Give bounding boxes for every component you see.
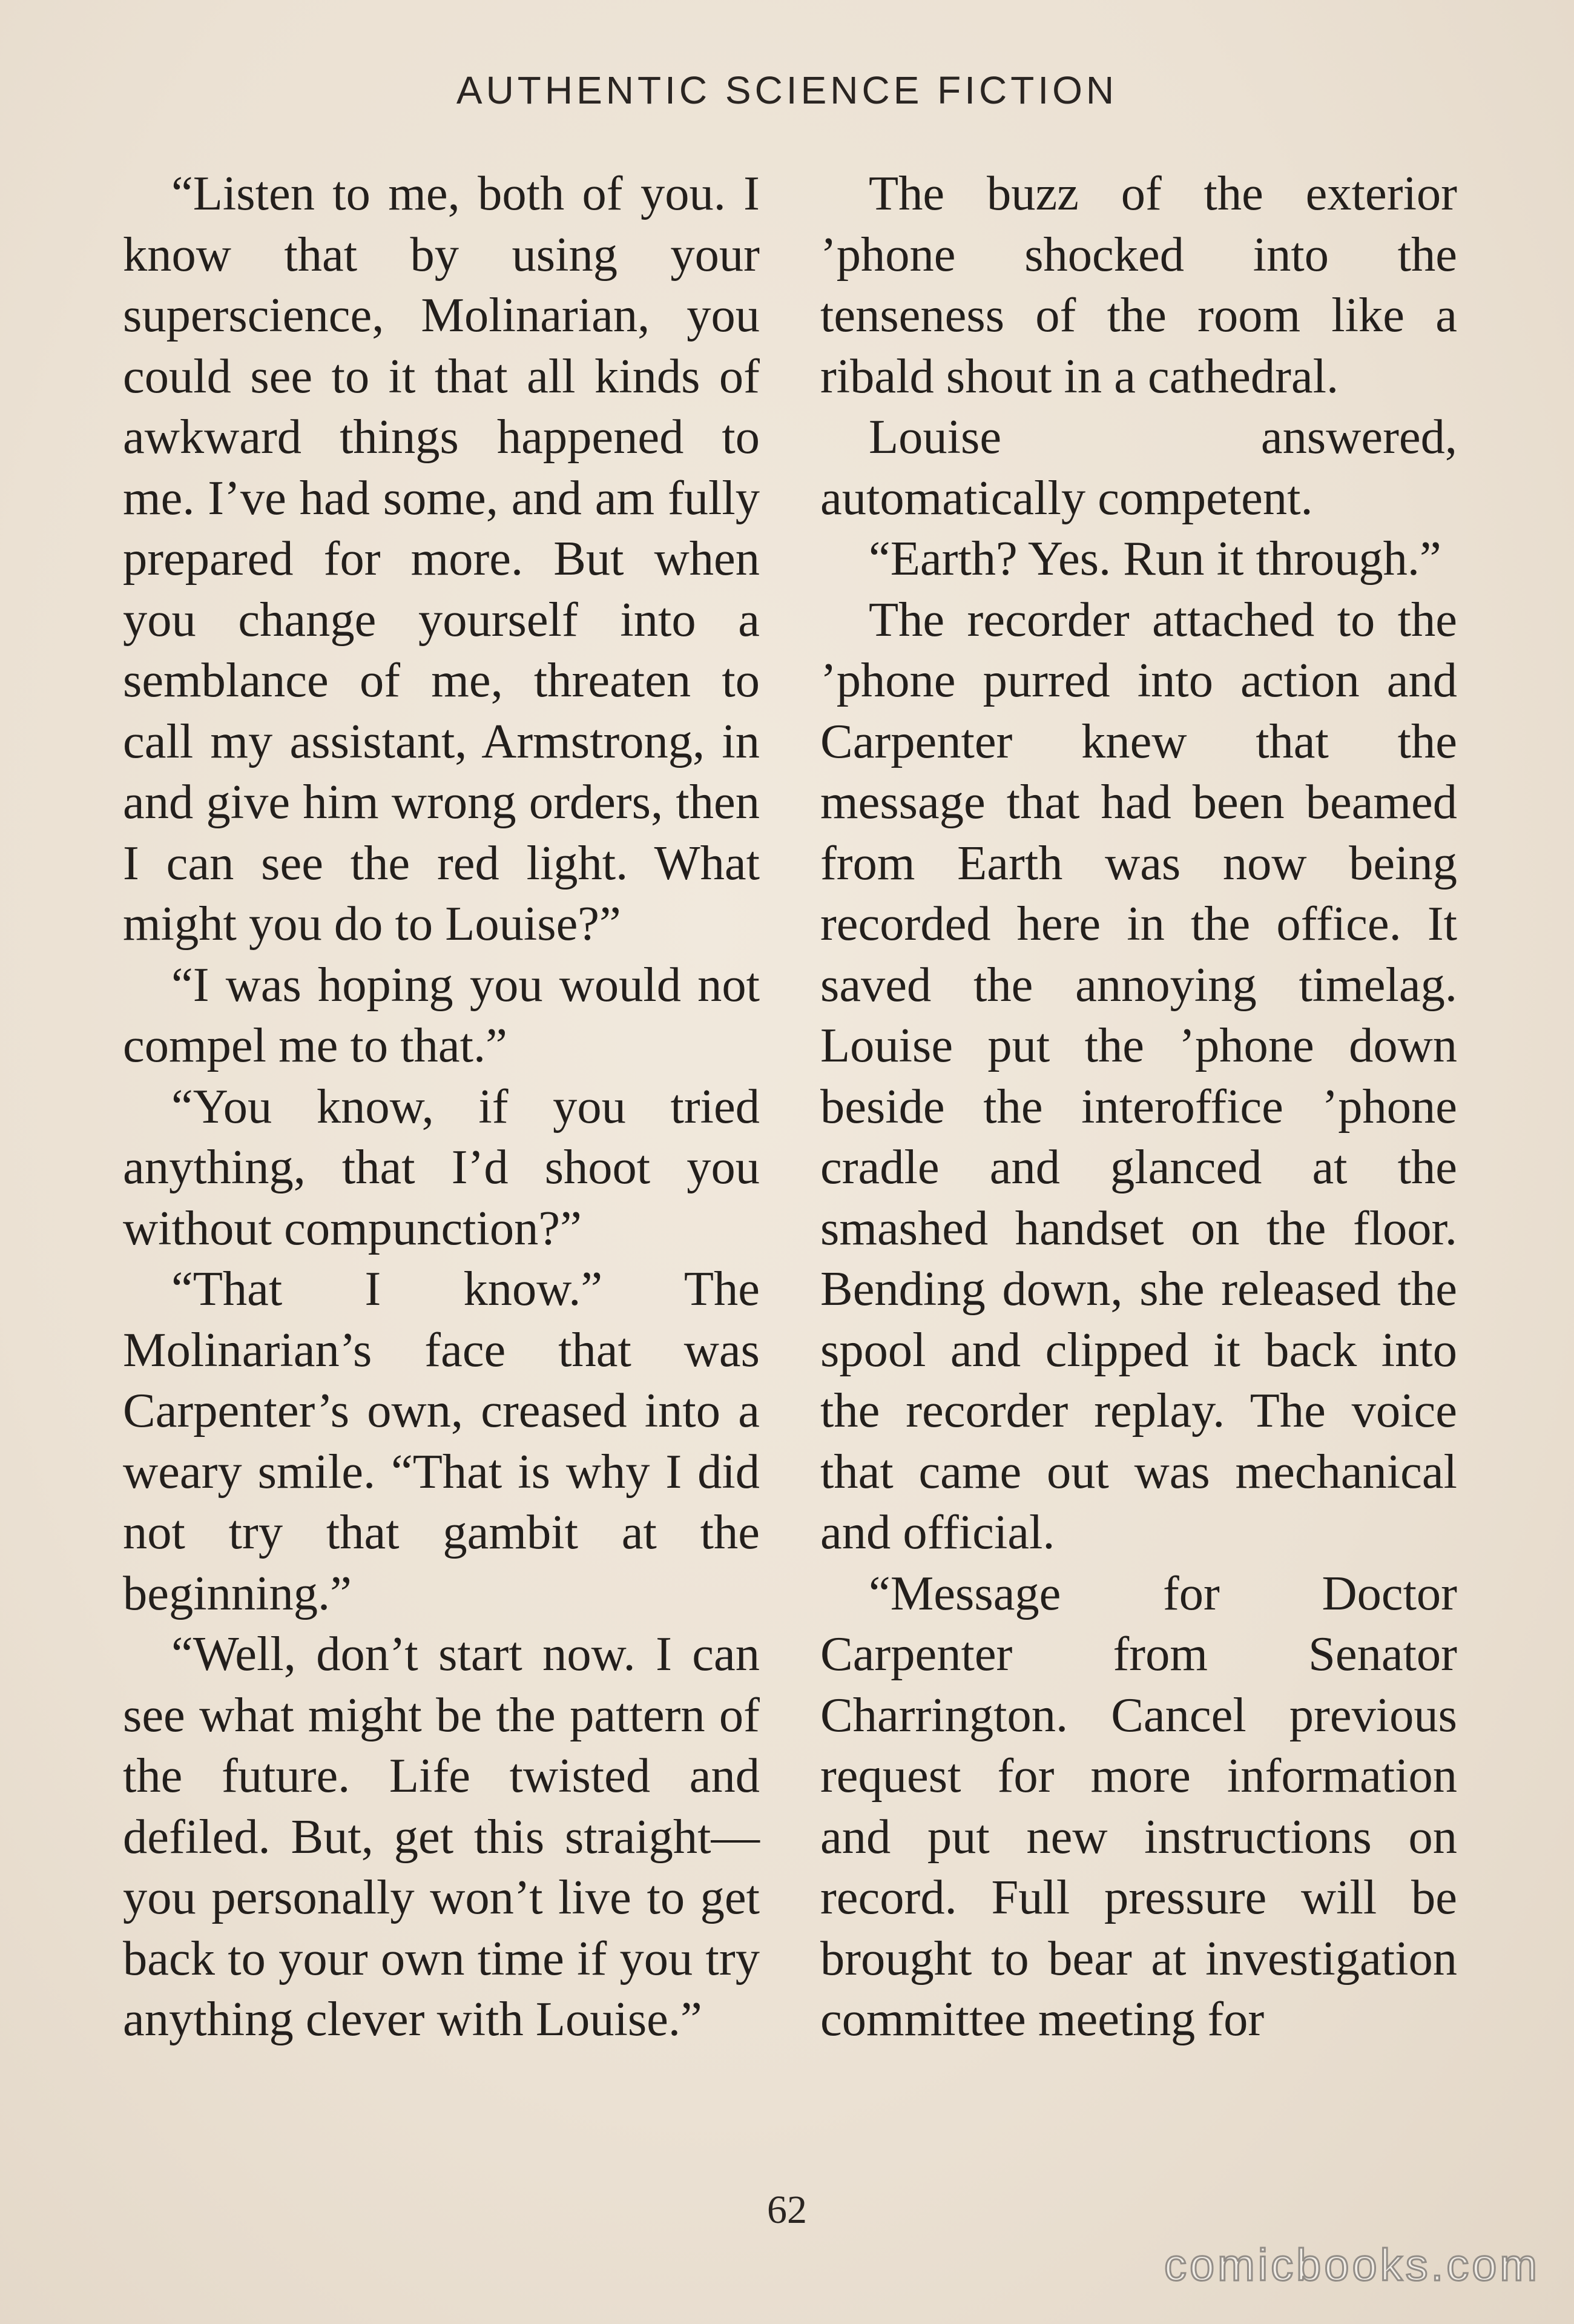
right-column [820, 163, 1457, 2050]
paragraph: The buzz of the exterior ’phone shocked into the tenseness of the room like a ribald shout in a cathedral. [820, 167, 1457, 403]
paragraph: The recorder attached to the ’phone purred into action and Carpenter knew that the message that had been beamed from Earth was now being recorded here in the office. It saved the annoying timelag. Louise put the ’phone down beside the interoffice ’phone cradle and glanced at the smashed handset on the floor. Bending down, she released the spool and clipped it back into the recorder replay. The voice that came out was mechanical and official. [820, 592, 1457, 1559]
paragraph: “Well, don’t start now. I can see what might be the pattern of the future. Life twisted and defiled. But, get this straight—you personally won’t live to get back to your own time if you try anything clever with Louise.” [123, 1627, 760, 2046]
paragraph: Louise answered, automatically competent. [820, 410, 1457, 525]
page-number: 62 [767, 2188, 807, 2232]
paragraph: “Listen to me, both of you. I know that by using your superscience, Molinarian, you could see to it that all kinds of awkward things happened to me. I’ve had some, and am fully prepared for more. But when you change yourself into a semblance of me, threaten to call my assistant, Armstrong, in and give him wrong orders, then I can see the red light. What might you do to Louise?” [123, 167, 760, 951]
paragraph: “Earth? Yes. Run it through.” [869, 532, 1441, 586]
paragraph: “I was hoping you would not compel me to that.” [123, 957, 760, 1072]
running-head: AUTHENTIC SCIENCE FICTION [456, 68, 1118, 112]
paragraph: “That I know.” The Molinarian’s face that was Carpenter’s own, creased into a weary smile. “That is why I did not try that gambit at the beginning.” [123, 1262, 760, 1620]
paragraph: “You know, if you tried anything, that I’d shoot you without compunction?” [123, 1079, 760, 1255]
left-column [123, 163, 760, 2050]
paragraph: “Message for Doctor Carpenter from Senator Charrington. Cancel previous request for more information and put new instructions on record. Full pressure will be brought to bear at investigation committee meeting for [820, 1566, 1457, 2046]
watermark: comicbooks.com [1164, 2240, 1540, 2290]
